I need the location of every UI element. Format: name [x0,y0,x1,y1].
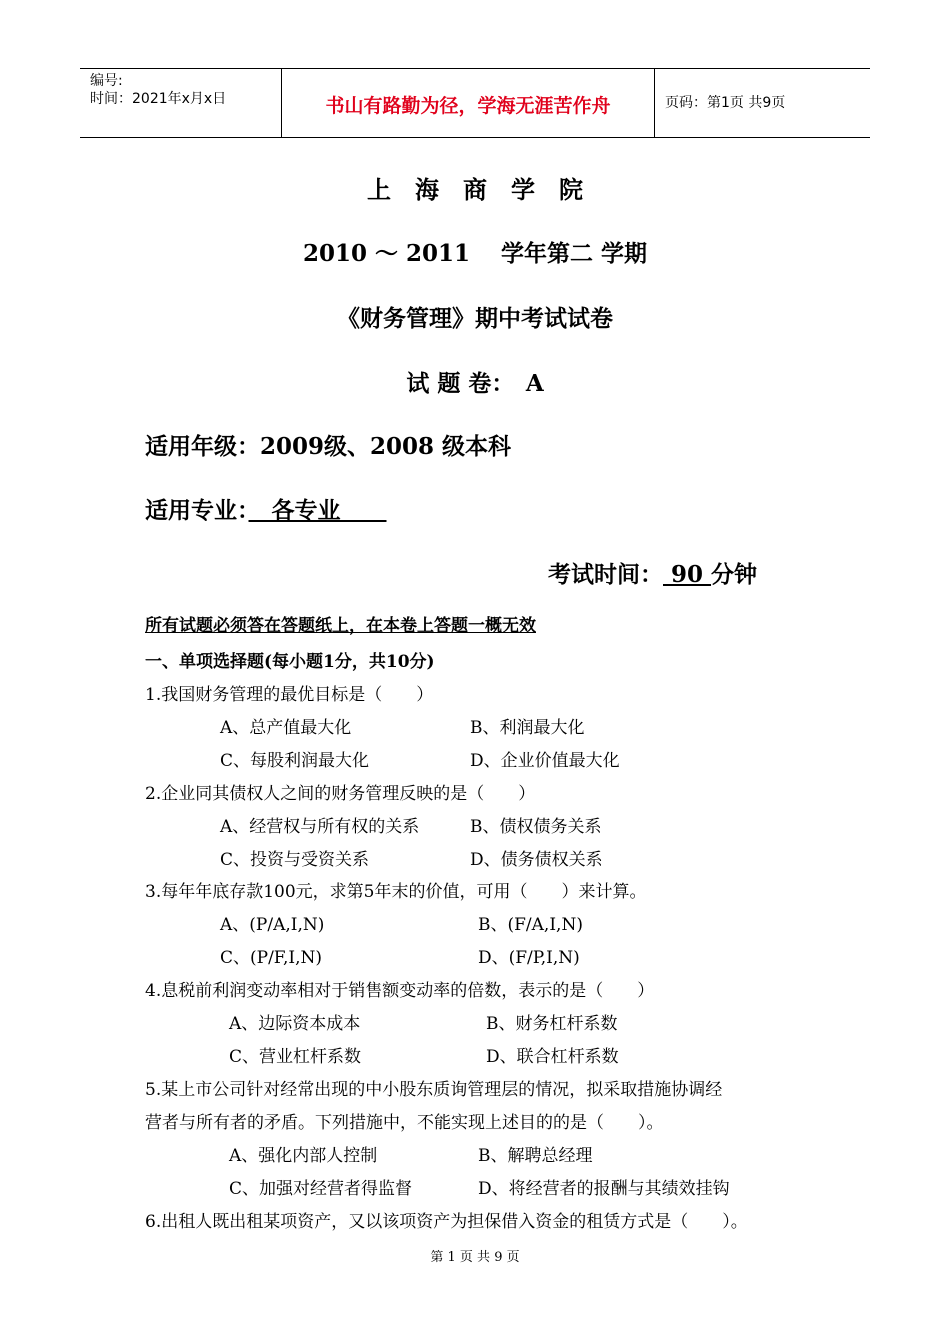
section-title: 一、单项选择题(每小题1分，共10分) [145,652,435,672]
exam-title: 《财务管理》期中考试试卷 [337,305,613,332]
paper-title: 试 题 卷： A [406,370,544,397]
question-4-option-c: C、营业杠杆系数 [229,1047,362,1067]
question-2-stem: 2.企业同其债权人之间的财务管理反映的是（ ） [145,784,536,804]
motto: 书山有路勤为径，学海无涯苦作舟 [325,95,611,117]
grade-line: 适用年级：2009级、2008 级本科 [145,433,512,460]
question-1-option-c: C、每股利润最大化 [220,751,370,771]
question-4-stem: 4.息税前利润变动率相对于销售额变动率的倍数，表示的是（ ） [145,981,655,1001]
school-title: 上 海 商 学 院 [367,175,583,204]
question-6-stem: 6.出租人既出租某项资产，又以该项资产为担保借入资金的租赁方式是（ ）。 [145,1212,748,1232]
term-title: 2010 ～ 2011 学年第二 学期 [302,240,648,267]
question-3-option-c: C、(P/F,I,N) [220,948,322,968]
question-1-option-b: B、利润最大化 [470,718,585,738]
exam-time-label: 考试时间： [548,561,663,588]
question-2-option-b: B、债权债务关系 [470,817,602,837]
exam-time-value: 90 [663,561,712,588]
header-cell-left [80,69,282,137]
header-cell-middle [282,69,655,137]
header-table [80,68,870,138]
question-4-option-a: A、边际资本成本 [229,1014,361,1034]
question-1-stem: 1.我国财务管理的最优目标是（ ） [145,685,434,705]
question-3-option-a: A、(P/A,I,N) [220,915,325,935]
question-2-option-d: D、债务债权关系 [470,850,603,870]
question-4-option-d: D、联合杠杆系数 [486,1047,619,1067]
question-3-option-d: D、(F/P,I,N) [478,948,580,968]
major-line [145,492,387,525]
question-5-option-b: B、解聘总经理 [478,1146,593,1166]
code-label: 编号: [90,73,123,89]
question-3-stem: 3.每年年底存款100元，求第5年末的价值，可用（ ）来计算。 [145,882,647,902]
header-cell-right [655,69,870,137]
major-label: 适用专业： [145,497,249,524]
question-5-option-c: C、加强对经营者得监督 [229,1179,413,1199]
question-5-option-d: D、将经营者的报酬与其绩效挂钩 [478,1179,730,1199]
question-1-option-a: A、总产值最大化 [220,718,352,738]
page-footer: 第 1 页 共 9 页 [430,1250,520,1265]
question-3-option-b: B、(F/A,I,N) [478,915,583,935]
question-1-option-d: D、企业价值最大化 [470,751,620,771]
question-5-option-a: A、强化内部人控制 [229,1146,378,1166]
exam-time-line [548,556,757,589]
notice: 所有试题必须答在答题纸上，在本卷上答题一概无效 [145,616,536,636]
time-label: 时间：2021年x月x日 [90,91,227,107]
page-info: 页码：第1页 共9页 [665,95,786,111]
question-5-stem-continued: 营者与所有者的矛盾。下列措施中，不能实现上述目的的是（ ）。 [145,1113,664,1133]
exam-time-unit: 分钟 [711,561,758,588]
major-value: 各专业 [248,497,387,524]
question-2-option-a: A、经营权与所有权的关系 [220,817,420,837]
question-2-option-c: C、投资与受资关系 [220,850,370,870]
question-4-option-b: B、财务杠杆系数 [486,1014,618,1034]
question-5-stem: 5.某上市公司针对经常出现的中小股东质询管理层的情况，拟采取措施协调经 [145,1080,723,1100]
